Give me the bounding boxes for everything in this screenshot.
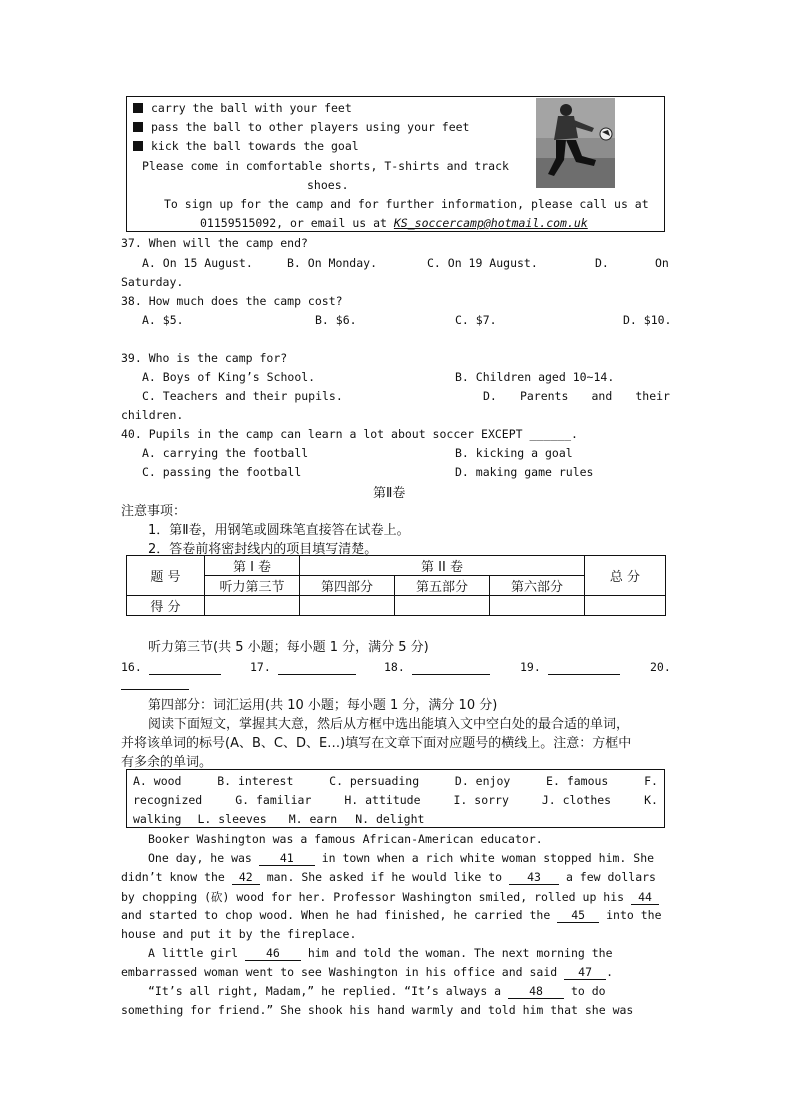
q40-option-a: A. carrying the football [142, 446, 309, 460]
passage-line: something for friend.” She shook his hand warmly and told him that she was [121, 1003, 634, 1017]
blank-43[interactable]: 43 [509, 870, 559, 885]
q37-option-a: A. On 15 August. [142, 256, 253, 270]
blank-41[interactable]: 41 [259, 851, 315, 866]
q37-option-d-end: Saturday. [121, 275, 184, 289]
word-bank-box [126, 769, 665, 828]
q37-option-b: B. On Monday. [287, 256, 378, 270]
q39-option-d-end: children. [121, 408, 184, 422]
note-2: 2．答卷前将密封线内的项目填写清楚。 [148, 542, 378, 557]
score-cell[interactable] [395, 596, 490, 616]
word-bank-row: A. wood B. interest C. persuading D. enjoy E. famous F. [133, 774, 658, 788]
q38-option-a: A. $5. [142, 313, 184, 327]
header-part6: 第六部分 [490, 576, 585, 596]
soccer-camp-ad [126, 96, 665, 232]
square-bullet-icon [133, 141, 143, 151]
ad-contact-line: To sign up for the camp and for further information, please call us at [164, 197, 649, 211]
q38-option-d: D. $10. [623, 313, 672, 327]
email-link[interactable]: KS_soccercamp@hotmail.com.uk [393, 216, 588, 230]
header-tihao: 题 号 [127, 556, 205, 596]
question-37-stem: 37. When will the camp end? [121, 236, 308, 250]
passage-line: Booker Washington was a famous African-American educator. [148, 832, 543, 846]
q37-option-d-label: D. [595, 256, 609, 270]
ad-bullet: pass the ball to other players using your feet [133, 120, 470, 134]
header-part5: 第五部分 [395, 576, 490, 596]
header-juan1: 第 I 卷 [205, 556, 300, 576]
ad-clothes-line2: shoes. [307, 178, 349, 192]
score-cell[interactable] [490, 596, 585, 616]
passage-line: and started to chop wood. When he had finished, he carried the 45 into the [121, 908, 662, 922]
answer-blank-18: 18. [384, 660, 490, 675]
passage-line: embarrassed woman went to see Washington in his office and said 47 . [121, 965, 614, 979]
answer-line[interactable] [412, 660, 490, 675]
listening-title: 听力第三节(共 5 小题；每小题 1 分，满分 5 分) [148, 640, 429, 655]
answer-blank-20: 20. [650, 660, 671, 674]
part2-title: 第Ⅱ卷 [373, 486, 406, 501]
blank-42[interactable]: 42 [232, 870, 260, 885]
answer-line[interactable] [548, 660, 620, 675]
word-bank-row: walking L. sleeves M. earn N. delight [133, 812, 425, 826]
word-bank-row: recognized G. familiar H. attitude I. sorry J. clothes K. [133, 793, 658, 807]
q39-option-b: B. Children aged 10~14. [455, 370, 615, 384]
passage-line: didn’t know the 42 man. She asked if he would like to 43 a few dollars [121, 870, 656, 884]
answer-blank-17: 17. [250, 660, 356, 675]
blank-44[interactable]: 44 [631, 890, 659, 905]
question-40-stem: 40. Pupils in the camp can learn a lot about soccer EXCEPT ______. [121, 427, 578, 441]
ad-bullet: carry the ball with your feet [133, 101, 352, 115]
q39-option-c: C. Teachers and their pupils. [142, 389, 343, 403]
q40-option-b: B. kicking a goal [455, 446, 573, 460]
score-cell[interactable] [585, 596, 666, 616]
score-cell[interactable] [205, 596, 300, 616]
answer-blank-16: 16. [121, 660, 221, 675]
header-part4: 第四部分 [300, 576, 395, 596]
score-cell[interactable] [300, 596, 395, 616]
header-juan2: 第 II 卷 [300, 556, 585, 576]
passage-line: A little girl 46 him and told the woman. The next morning the [148, 946, 613, 960]
q39-option-d: D. Parents and their [483, 389, 670, 403]
ad-contact-line2: 01159515092, or email us at KS_soccercamp@hotmail.com.uk [200, 216, 588, 230]
header-tingli: 听力第三节 [205, 576, 300, 596]
score-table [126, 555, 666, 616]
blank-47[interactable]: 47 [564, 965, 606, 980]
blank-46[interactable]: 46 [245, 946, 301, 961]
vocab-instruction-3: 有多余的单词。 [121, 755, 213, 770]
vocab-instruction-2: 并将该单词的标号(A、B、C、D、E…)填写在文章下面对应题号的横线上。注意：方框中 [121, 736, 632, 751]
passage-line: One day, he was 41 in town when a rich white woman stopped him. She [148, 851, 655, 865]
q38-option-c: C. $7. [455, 313, 497, 327]
answer-line[interactable] [278, 660, 356, 675]
q39-option-a: A. Boys of King’s School. [142, 370, 316, 384]
notes-title: 注意事项： [121, 504, 187, 519]
question-38-stem: 38. How much does the camp cost? [121, 294, 343, 308]
answer-line[interactable] [149, 660, 221, 675]
answer-blank-19: 19. [520, 660, 620, 675]
soccer-player-photo [536, 98, 615, 188]
q38-option-b: B. $6. [315, 313, 357, 327]
vocab-title: 第四部分：词汇运用(共 10 小题；每小题 1 分，满分 10 分) [148, 698, 498, 713]
vocab-instruction-1: 阅读下面短文，掌握其大意，然后从方框中选出能填入文中空白处的最合适的单词， [148, 717, 630, 732]
note-1: 1．第Ⅱ卷，用钢笔或圆珠笔直接答在试卷上。 [148, 523, 410, 538]
answer-line-20[interactable] [121, 675, 189, 690]
ad-clothes-line1: Please come in comfortable shorts, T-shirts and track [142, 159, 509, 173]
question-39-stem: 39. Who is the camp for? [121, 351, 288, 365]
q37-option-c: C. On 19 August. [427, 256, 538, 270]
header-zongfen: 总 分 [585, 556, 666, 596]
blank-45[interactable]: 45 [557, 908, 599, 923]
blank-48[interactable]: 48 [508, 984, 564, 999]
square-bullet-icon [133, 122, 143, 132]
passage-line: by chopping (砍) wood for her. Professor Washington smiled, rolled up his 44 [121, 889, 659, 905]
passage-line: house and put it by the fireplace. [121, 927, 357, 941]
q40-option-c: C. passing the football [142, 465, 302, 479]
row-defen: 得 分 [127, 596, 205, 616]
q40-option-d: D. making game rules [455, 465, 594, 479]
passage-line: “It’s all right, Madam,” he replied. “It’s always a 48 to do [148, 984, 606, 998]
square-bullet-icon [133, 103, 143, 113]
q37-option-d-word: On [655, 256, 669, 270]
ad-bullet: kick the ball towards the goal [133, 139, 359, 153]
